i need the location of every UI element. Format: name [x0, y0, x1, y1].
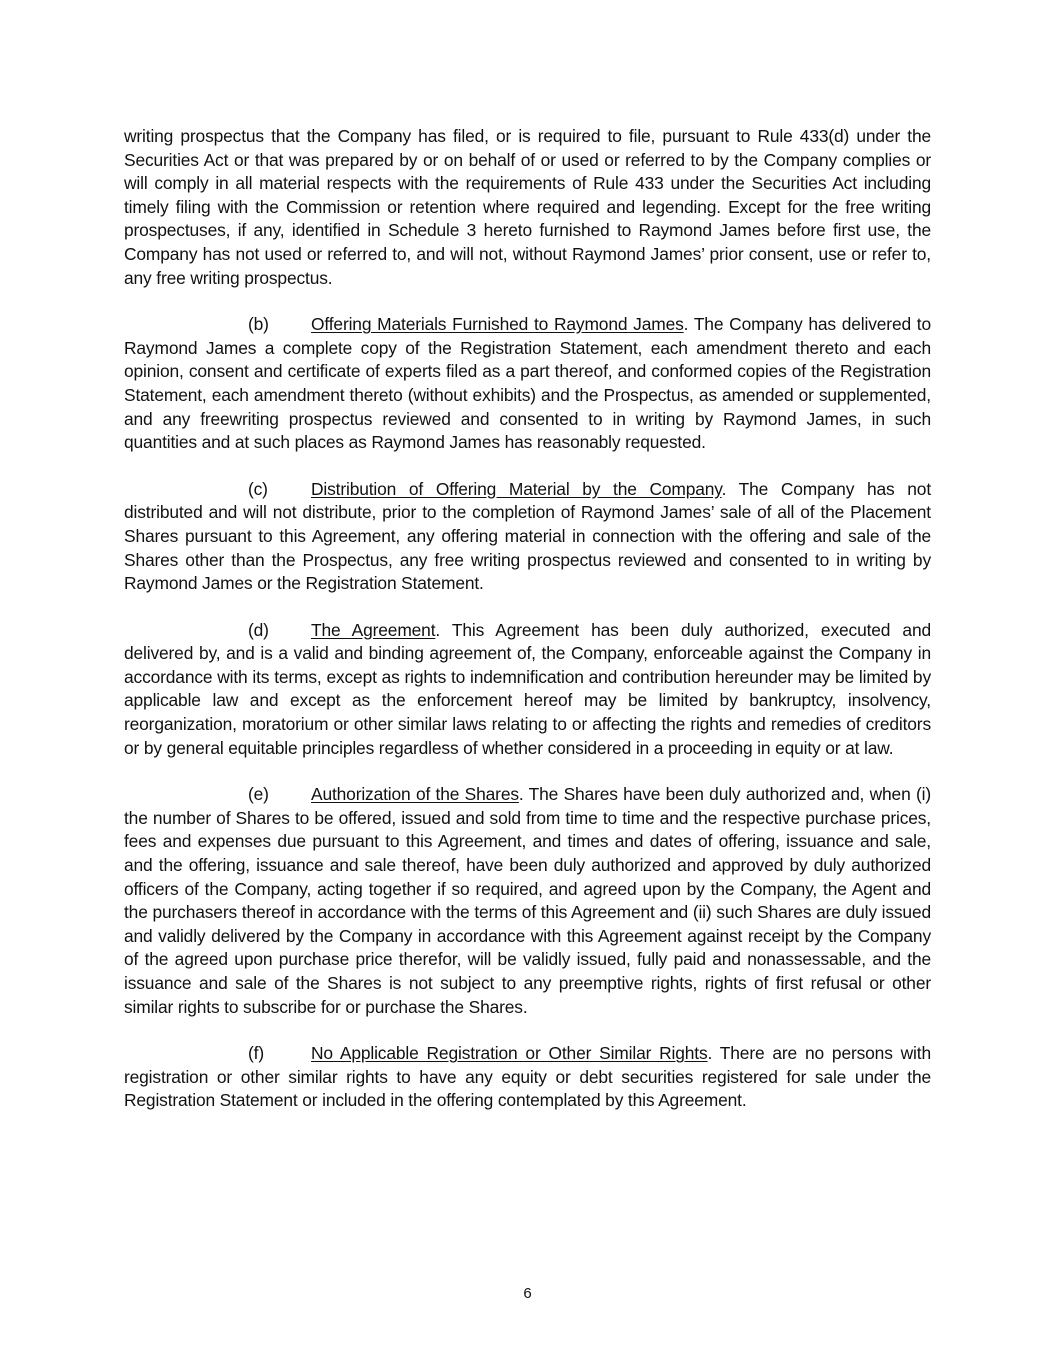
section-label: (e): [248, 784, 269, 805]
section-heading: Offering Materials Furnished to Raymond James: [311, 314, 684, 335]
section-heading: Authorization of the Shares: [311, 784, 519, 805]
section-c: [124, 478, 931, 596]
page-number: 6: [523, 1285, 532, 1302]
section-label: (c): [248, 478, 268, 499]
section-body: . The Company has not distributed and will not distribute, prior to the completion of Raymond James’ sale of all of the Placement Shares pursuant to this Agreement, any offering material in connection with the offering and sale of the Shares other than the Prospectus, any free writing prospectus reviewed and consented to in writing by Raymond James or the Registration Statement.: [124, 478, 931, 594]
section-heading: No Applicable Registration or Other Similar Rights: [311, 1043, 708, 1064]
section-label: (b): [248, 314, 269, 335]
section-body: . The Company has delivered to Raymond James a complete copy of the Registration Statement, each amendment thereto and each opinion, consent and certificate of experts filed as a part thereof, and conformed copies of the Registration Statement, each amendment thereto (without exhibits) and the Prospectus, as amended or supplemented, and any freewriting prospectus reviewed and consented to in writing by Raymond James, in such quantities and at such places as Raymond James has reasonably requested.: [124, 314, 931, 453]
section-b: [124, 313, 931, 455]
section-d: [124, 619, 931, 761]
section-e: [124, 783, 931, 1019]
section-label: (d): [248, 619, 269, 640]
document-page: [124, 125, 931, 1136]
intro-paragraph: writing prospectus that the Company has filed, or is required to file, pursuant to Rule 433(d) under the Securities Act or that was prepared by or on behalf of or used or referred to by the Company complies or will comply in all material respects with the requirements of Rule 433 under the Securities Act including timely filing with the Commission or retention where required and legending. Except for the free writing prospectuses, if any, identified in Schedule 3 hereto furnished to Raymond James before first use, the Company has not used or referred to, and will not, without Raymond James’ prior consent, use or refer to, any free writing prospectus.: [124, 126, 931, 288]
section-body: . There are no persons with registration or other similar rights to have any equity or debt securities registered for sale under the Registration Statement or included in the offering contemplated by this Agreement.: [124, 1043, 931, 1111]
section-heading: Distribution of Offering Material by the Company: [311, 478, 722, 499]
section-label: (f): [248, 1043, 264, 1064]
section-body: . This Agreement has been duly authorized, executed and delivered by, and is a valid and binding agreement of, the Company, enforceable against the Company in accordance with its terms, except as rights to indemnification and contribution hereunder may be limited by applicable law and except as the enforcement hereof may be limited by bankruptcy, insolvency, reorganization, moratorium or other similar laws relating to or affecting the rights and remedies of creditors or by general equitable principles regardless of whether considered in a proceeding in equity or at law.: [124, 619, 931, 758]
section-f: [124, 1042, 931, 1113]
section-heading: The Agreement: [311, 619, 436, 640]
section-body: . The Shares have been duly authorized and, when (i) the number of Shares to be offered, issued and sold from time to time and the respective purchase prices, fees and expenses due pursuant to this Agreement, and times and dates of offering, issuance and sale, and the offering, issuance and sale thereof, have been duly authorized and approved by duly authorized officers of the Company, acting together if so required, and agreed upon by the Company, the Agent and the purchasers thereof in accordance with the terms of this Agreement and (ii) such Shares are duly issued and validly delivered by the Company in accordance with this Agreement against receipt by the Company of the agreed upon purchase price therefor, will be validly issued, fully paid and nonassessable, and the issuance and sale of the Shares is not subject to any preemptive rights, rights of first refusal or other similar rights to subscribe for or purchase the Shares.: [124, 784, 932, 1017]
